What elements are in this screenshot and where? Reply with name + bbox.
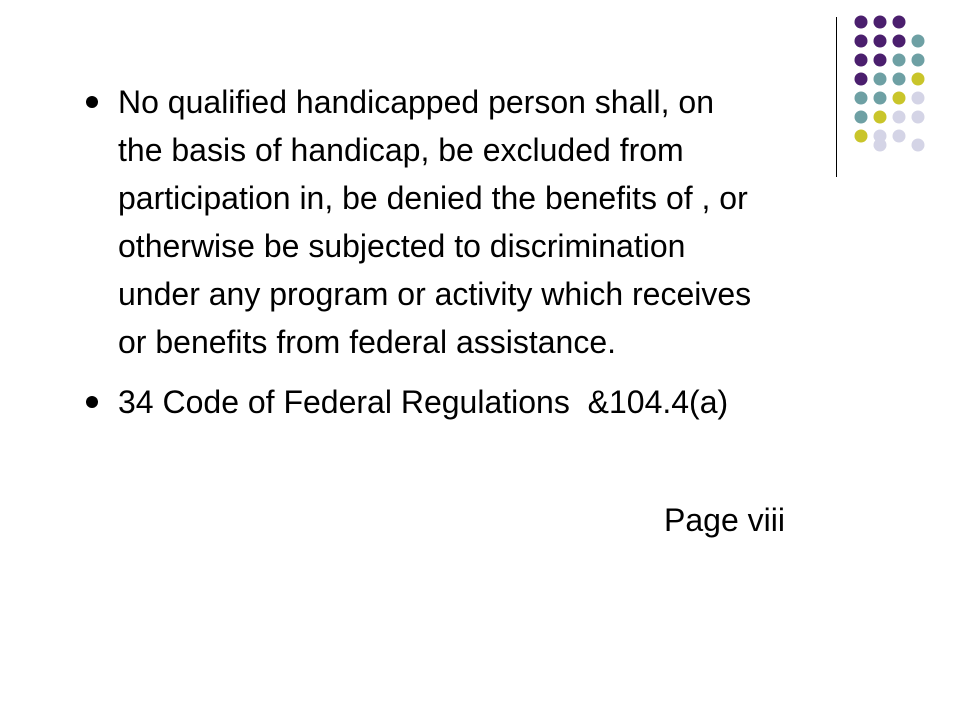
text-line: No qualified handicapped person shall, on: [118, 84, 714, 120]
bullet-dot-icon: [86, 96, 98, 108]
text-line: participation in, be denied the benefits of , or: [118, 180, 748, 216]
page-label: Page viii: [664, 502, 785, 538]
bullet-list: [80, 78, 920, 438]
text-line: or benefits from federal assistance.: [118, 324, 617, 360]
citation-text: 34 Code of Federal Regulations &104.4(a): [118, 384, 729, 420]
text-line: under any program or activity which receives: [118, 276, 752, 312]
bullet-item-regulation-text: [80, 78, 920, 366]
bullet-dot-icon: [86, 396, 98, 408]
text-line: otherwise be subjected to discrimination: [118, 228, 686, 264]
bullet-text: [118, 78, 920, 366]
bullet-item-citation: [80, 378, 920, 426]
text-line: the basis of handicap, be excluded from: [118, 132, 684, 168]
